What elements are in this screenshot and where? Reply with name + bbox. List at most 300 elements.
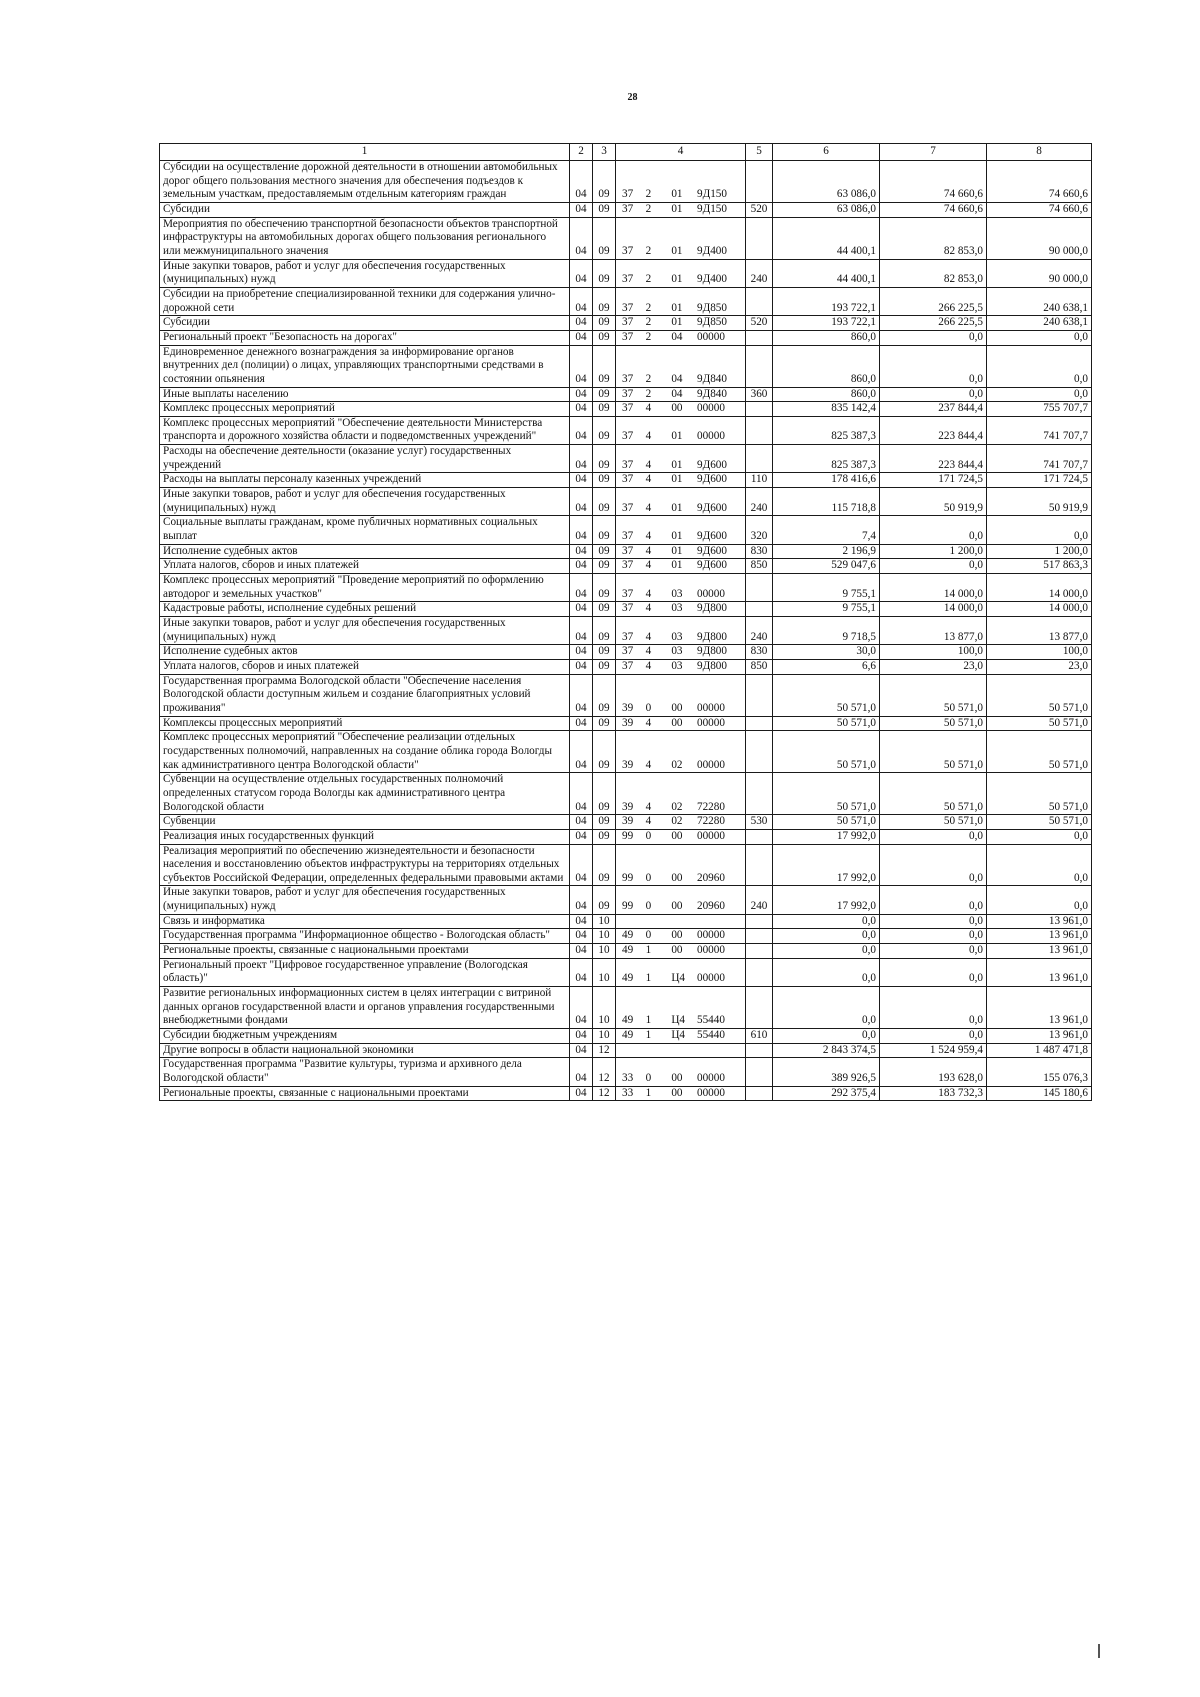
expense-type-code xyxy=(746,1086,773,1101)
element-code: 01 xyxy=(671,202,683,215)
element-code: Ц4 xyxy=(671,972,685,985)
direction-code: 2 xyxy=(645,372,652,385)
program-code: 37 xyxy=(622,244,634,257)
direction-code: 2 xyxy=(645,316,652,329)
target-article-parts xyxy=(616,801,745,815)
amount-col-8: 0,0 xyxy=(987,330,1092,345)
target-article-code xyxy=(616,161,746,203)
section-code: 04 xyxy=(570,287,593,315)
amount-col-8: 13 961,0 xyxy=(987,944,1092,959)
row-name: Субсидии на приобретение специализированной техники для содержания улично-дорожной сети xyxy=(160,287,570,315)
amount-col-7: 223 844,4 xyxy=(880,416,987,444)
direction-code: 4 xyxy=(645,458,652,471)
section-code: 04 xyxy=(570,559,593,574)
amount-col-6: 292 375,4 xyxy=(773,1086,880,1101)
section-code: 04 xyxy=(570,602,593,617)
program-code: 37 xyxy=(622,301,634,314)
target-article-code xyxy=(616,387,746,402)
table-row xyxy=(160,574,1092,602)
expense-direction-code: 9Д850 xyxy=(696,301,727,314)
row-name: Субвенции xyxy=(160,815,570,830)
target-article-parts xyxy=(616,660,745,674)
row-name: Субсидии xyxy=(160,316,570,331)
element-code: 04 xyxy=(671,330,683,343)
target-article-code xyxy=(616,445,746,473)
table-row xyxy=(160,473,1092,488)
expense-type-code xyxy=(746,287,773,315)
amount-col-7: 0,0 xyxy=(880,944,987,959)
section-code: 04 xyxy=(570,815,593,830)
amount-col-8: 1 487 471,8 xyxy=(987,1043,1092,1058)
amount-col-8: 74 660,6 xyxy=(987,202,1092,217)
target-article-parts xyxy=(616,645,745,659)
subsection-code: 10 xyxy=(593,958,616,986)
section-code: 04 xyxy=(570,473,593,488)
direction-code: 0 xyxy=(645,1072,652,1084)
target-article-code xyxy=(616,602,746,617)
row-name: Иные закупки товаров, работ и услуг для обеспечения государственных (муниципальных) нужд xyxy=(160,886,570,914)
target-article-code xyxy=(616,488,746,516)
table-row xyxy=(160,944,1092,959)
expense-type-code xyxy=(746,1043,773,1058)
amount-col-6: 30,0 xyxy=(773,645,880,660)
program-code: 37 xyxy=(622,473,634,486)
amount-col-8: 1 200,0 xyxy=(987,544,1092,559)
subsection-code: 10 xyxy=(593,914,616,929)
expense-type-code: 240 xyxy=(746,617,773,645)
row-name: Комплекс процессных мероприятий "Проведение мероприятий по оформлению автодорог и земельных участков" xyxy=(160,574,570,602)
target-article-parts xyxy=(616,402,745,416)
amount-col-7: 0,0 xyxy=(880,929,987,944)
subsection-code: 09 xyxy=(593,259,616,287)
expense-direction-code: 9Д840 xyxy=(696,387,727,400)
program-code: 33 xyxy=(622,1086,634,1099)
scan-mark xyxy=(1098,1644,1100,1658)
amount-col-8: 50 571,0 xyxy=(987,773,1092,815)
expense-direction-code: 00000 xyxy=(696,430,725,443)
element-code: 01 xyxy=(671,273,683,286)
program-code: 99 xyxy=(622,900,634,913)
header-col-5: 5 xyxy=(746,144,773,161)
expense-direction-code: 9Д600 xyxy=(696,530,727,543)
row-name: Связь и информатика xyxy=(160,914,570,929)
amount-col-6: 50 571,0 xyxy=(773,815,880,830)
amount-col-6: 9 755,1 xyxy=(773,574,880,602)
element-code: 03 xyxy=(671,645,683,658)
expense-direction-code: 9Д150 xyxy=(696,202,727,215)
amount-col-6: 860,0 xyxy=(773,345,880,387)
target-article-parts xyxy=(616,273,745,287)
target-article-code xyxy=(616,773,746,815)
section-code: 04 xyxy=(570,387,593,402)
element-code: 01 xyxy=(671,188,683,201)
table-row xyxy=(160,844,1092,886)
table-row xyxy=(160,559,1092,574)
amount-col-7: 0,0 xyxy=(880,330,987,345)
subsection-code: 09 xyxy=(593,574,616,602)
program-code: 39 xyxy=(622,701,634,714)
program-code: 37 xyxy=(622,645,634,658)
program-code: 37 xyxy=(622,430,634,443)
program-code: 37 xyxy=(622,402,634,415)
amount-col-8: 14 000,0 xyxy=(987,602,1092,617)
element-code: Ц4 xyxy=(671,1029,685,1042)
program-code: 37 xyxy=(622,530,634,543)
expense-type-code xyxy=(746,929,773,944)
element-code: 01 xyxy=(671,501,683,514)
element-code: 00 xyxy=(671,871,683,884)
expense-type-code xyxy=(746,161,773,203)
table-row xyxy=(160,617,1092,645)
row-name: Комплекс процессных мероприятий "Обеспечение реализации отдельных государственных полномочий, направленных на создание облика города Вологды как административного центра Вологодской области" xyxy=(160,731,570,773)
amount-col-7: 0,0 xyxy=(880,1029,987,1044)
section-code: 04 xyxy=(570,1029,593,1044)
target-article-parts xyxy=(616,830,745,844)
amount-col-6: 44 400,1 xyxy=(773,259,880,287)
amount-col-6: 860,0 xyxy=(773,330,880,345)
target-article-parts xyxy=(616,972,745,986)
direction-code: 4 xyxy=(645,602,652,615)
expense-type-code xyxy=(746,345,773,387)
target-article-code xyxy=(616,645,746,660)
amount-col-6: 44 400,1 xyxy=(773,217,880,259)
subsection-code: 09 xyxy=(593,716,616,731)
amount-col-6: 835 142,4 xyxy=(773,402,880,417)
amount-col-8: 23,0 xyxy=(987,659,1092,674)
program-code: 37 xyxy=(622,316,634,329)
amount-col-8: 240 638,1 xyxy=(987,316,1092,331)
row-name: Субвенции на осуществление отдельных государственных полномочий определенных статусом города Вологды как административного центра Вологодской области xyxy=(160,773,570,815)
target-article-code xyxy=(616,345,746,387)
amount-col-8: 74 660,6 xyxy=(987,161,1092,203)
element-code: 03 xyxy=(671,587,683,600)
direction-code: 0 xyxy=(645,871,652,884)
row-name: Социальные выплаты гражданам, кроме публичных нормативных социальных выплат xyxy=(160,516,570,544)
expense-direction-code: 9Д600 xyxy=(696,473,727,486)
table-row xyxy=(160,161,1092,203)
expense-type-code: 320 xyxy=(746,516,773,544)
amount-col-7: 50 571,0 xyxy=(880,773,987,815)
element-code: 02 xyxy=(671,758,683,771)
expense-type-code: 520 xyxy=(746,316,773,331)
amount-col-6: 17 992,0 xyxy=(773,886,880,914)
direction-code: 4 xyxy=(645,530,652,543)
expense-type-code xyxy=(746,914,773,929)
amount-col-8: 13 877,0 xyxy=(987,617,1092,645)
amount-col-6: 2 196,9 xyxy=(773,544,880,559)
amount-col-8: 100,0 xyxy=(987,645,1092,660)
amount-col-7: 74 660,6 xyxy=(880,161,987,203)
amount-col-6: 0,0 xyxy=(773,958,880,986)
expense-type-code xyxy=(746,716,773,731)
amount-col-8: 13 961,0 xyxy=(987,929,1092,944)
row-name: Комплексы процессных мероприятий xyxy=(160,716,570,731)
row-name: Государственная программа Вологодской области "Обеспечение населения Вологодской области доступным жильем и создание благоприятных условий проживания" xyxy=(160,674,570,716)
expense-direction-code: 72280 xyxy=(696,800,725,813)
section-code: 04 xyxy=(570,544,593,559)
table-row xyxy=(160,659,1092,674)
amount-col-6: 63 086,0 xyxy=(773,202,880,217)
expense-direction-code: 55440 xyxy=(696,1014,725,1027)
element-code: 02 xyxy=(671,800,683,813)
amount-col-7: 82 853,0 xyxy=(880,217,987,259)
header-col-2: 2 xyxy=(570,144,593,161)
program-code: 39 xyxy=(622,716,634,729)
section-code: 04 xyxy=(570,929,593,944)
table-row xyxy=(160,416,1092,444)
subsection-code: 09 xyxy=(593,345,616,387)
target-article-parts xyxy=(616,702,745,716)
direction-code: 2 xyxy=(645,202,652,215)
expense-direction-code: 9Д800 xyxy=(696,659,727,672)
table-row xyxy=(160,773,1092,815)
amount-col-7: 0,0 xyxy=(880,829,987,844)
element-code: 01 xyxy=(671,244,683,257)
target-article-code xyxy=(616,987,746,1029)
target-article-code xyxy=(616,886,746,914)
amount-col-8: 0,0 xyxy=(987,844,1092,886)
section-code: 04 xyxy=(570,914,593,929)
target-article-code xyxy=(616,1029,746,1044)
target-article-code xyxy=(616,287,746,315)
expense-type-code xyxy=(746,674,773,716)
section-code: 04 xyxy=(570,944,593,959)
section-code: 04 xyxy=(570,645,593,660)
expense-type-code: 240 xyxy=(746,488,773,516)
section-code: 04 xyxy=(570,716,593,731)
target-article-parts xyxy=(616,1029,745,1043)
program-code: 39 xyxy=(622,815,634,828)
amount-col-7: 13 877,0 xyxy=(880,617,987,645)
target-article-parts xyxy=(616,944,745,958)
amount-col-7: 1 200,0 xyxy=(880,544,987,559)
direction-code: 2 xyxy=(645,301,652,314)
expense-direction-code: 00000 xyxy=(696,402,725,415)
target-article-parts xyxy=(616,1087,745,1101)
subsection-code: 09 xyxy=(593,829,616,844)
element-code: Ц4 xyxy=(671,1014,685,1027)
amount-col-6: 0,0 xyxy=(773,914,880,929)
row-name: Мероприятия по обеспечению транспортной безопасности объектов транспортной инфраструктуры на автомобильных дорогах общего пользования регионального или межмуниципального значения xyxy=(160,217,570,259)
row-name: Комплекс процессных мероприятий xyxy=(160,402,570,417)
expense-type-code xyxy=(746,574,773,602)
target-article-parts xyxy=(616,473,745,487)
target-article-parts xyxy=(616,815,745,829)
expense-type-code: 360 xyxy=(746,387,773,402)
row-name: Субсидии бюджетным учреждениям xyxy=(160,1029,570,1044)
table-row xyxy=(160,929,1092,944)
target-article-parts xyxy=(616,245,745,259)
amount-col-6: 0,0 xyxy=(773,987,880,1029)
direction-code: 2 xyxy=(645,188,652,201)
expense-direction-code: 9Д400 xyxy=(696,244,727,257)
target-article-parts xyxy=(616,203,745,217)
row-name: Исполнение судебных актов xyxy=(160,645,570,660)
table-row xyxy=(160,987,1092,1029)
subsection-code: 09 xyxy=(593,773,616,815)
amount-col-6: 193 722,1 xyxy=(773,287,880,315)
row-name: Иные закупки товаров, работ и услуг для обеспечения государственных (муниципальных) нужд xyxy=(160,488,570,516)
expense-type-code xyxy=(746,829,773,844)
row-name: Субсидии на осуществление дорожной деятельности в отношении автомобильных дорог общего пользования местного значения для обеспечения подъездов к земельным участкам, предоставляемым отдельным категориям граждан xyxy=(160,161,570,203)
amount-col-7: 100,0 xyxy=(880,645,987,660)
table-row xyxy=(160,958,1092,986)
expense-type-code xyxy=(746,731,773,773)
element-code: 04 xyxy=(671,372,683,385)
expense-direction-code: 9Д800 xyxy=(696,645,727,658)
section-code: 04 xyxy=(570,217,593,259)
subsection-code: 09 xyxy=(593,287,616,315)
section-code: 04 xyxy=(570,844,593,886)
expense-type-code: 830 xyxy=(746,645,773,660)
program-code: 37 xyxy=(622,330,634,343)
target-article-parts xyxy=(616,559,745,573)
subsection-code: 09 xyxy=(593,416,616,444)
table-row xyxy=(160,259,1092,287)
program-code: 49 xyxy=(622,972,634,985)
target-article-code xyxy=(616,815,746,830)
amount-col-7: 82 853,0 xyxy=(880,259,987,287)
direction-code: 0 xyxy=(645,900,652,913)
direction-code: 4 xyxy=(645,559,652,572)
target-article-code xyxy=(616,574,746,602)
amount-col-6: 860,0 xyxy=(773,387,880,402)
page-number: 28 xyxy=(627,92,638,103)
amount-col-8: 50 571,0 xyxy=(987,815,1092,830)
direction-code: 4 xyxy=(645,473,652,486)
amount-col-7: 223 844,4 xyxy=(880,445,987,473)
element-code: 03 xyxy=(671,602,683,615)
element-code: 00 xyxy=(671,402,683,415)
program-code: 99 xyxy=(622,829,634,842)
subsection-code: 09 xyxy=(593,316,616,331)
expense-type-code xyxy=(746,773,773,815)
expense-direction-code: 00000 xyxy=(696,972,725,985)
subsection-code: 12 xyxy=(593,1043,616,1058)
row-name: Комплекс процессных мероприятий "Обеспечение деятельности Министерства транспорта и дорожного хозяйства области и подведомственных учреждений" xyxy=(160,416,570,444)
target-article-code xyxy=(616,544,746,559)
table-row xyxy=(160,402,1092,417)
row-name: Расходы на выплаты персоналу казенных учреждений xyxy=(160,473,570,488)
amount-col-8: 90 000,0 xyxy=(987,217,1092,259)
amount-col-8: 50 919,9 xyxy=(987,488,1092,516)
expense-type-code: 520 xyxy=(746,202,773,217)
table-row xyxy=(160,330,1092,345)
expense-direction-code: 00000 xyxy=(696,330,725,343)
subsection-code: 09 xyxy=(593,844,616,886)
section-code: 04 xyxy=(570,574,593,602)
amount-col-8: 155 076,3 xyxy=(987,1058,1092,1086)
expense-direction-code: 00000 xyxy=(696,1072,725,1084)
expense-type-code xyxy=(746,944,773,959)
target-article-parts xyxy=(616,900,745,914)
expense-type-code: 110 xyxy=(746,473,773,488)
amount-col-7: 171 724,5 xyxy=(880,473,987,488)
program-code: 37 xyxy=(622,630,634,643)
target-article-code xyxy=(616,330,746,345)
amount-col-8: 0,0 xyxy=(987,886,1092,914)
element-code: 01 xyxy=(671,458,683,471)
amount-col-6: 0,0 xyxy=(773,944,880,959)
amount-col-7: 266 225,5 xyxy=(880,287,987,315)
element-code: 00 xyxy=(671,900,683,913)
target-article-code xyxy=(616,1058,746,1086)
header-row xyxy=(160,144,1092,161)
element-code: 04 xyxy=(671,387,683,400)
section-code: 04 xyxy=(570,416,593,444)
row-name: Региональные проекты, связанные с национальными проектами xyxy=(160,1086,570,1101)
expense-type-code xyxy=(746,844,773,886)
program-code: 39 xyxy=(622,758,634,771)
amount-col-8: 13 961,0 xyxy=(987,958,1092,986)
amount-col-6: 9 755,1 xyxy=(773,602,880,617)
expense-type-code xyxy=(746,602,773,617)
row-name: Кадастровые работы, исполнение судебных решений xyxy=(160,602,570,617)
row-name: Государственная программа "Информационное общество - Вологодская область" xyxy=(160,929,570,944)
element-code: 01 xyxy=(671,530,683,543)
amount-col-8: 741 707,7 xyxy=(987,416,1092,444)
subsection-code: 09 xyxy=(593,674,616,716)
section-code: 04 xyxy=(570,161,593,203)
amount-col-8: 0,0 xyxy=(987,829,1092,844)
element-code: 00 xyxy=(671,701,683,714)
expense-direction-code: 9Д840 xyxy=(696,372,727,385)
expense-direction-code: 72280 xyxy=(696,815,725,828)
table-row xyxy=(160,316,1092,331)
expense-direction-code: 00000 xyxy=(696,587,725,600)
amount-col-8: 13 961,0 xyxy=(987,1029,1092,1044)
expense-type-code: 850 xyxy=(746,659,773,674)
direction-code: 2 xyxy=(645,330,652,343)
expense-direction-code: 9Д600 xyxy=(696,501,727,514)
direction-code: 4 xyxy=(645,430,652,443)
target-article-code xyxy=(616,416,746,444)
target-article-parts xyxy=(616,502,745,516)
table-row xyxy=(160,287,1092,315)
amount-col-7: 0,0 xyxy=(880,559,987,574)
target-article-parts xyxy=(616,759,745,773)
amount-col-6: 529 047,6 xyxy=(773,559,880,574)
direction-code: 0 xyxy=(645,929,652,942)
target-article-code xyxy=(616,659,746,674)
element-code: 00 xyxy=(671,829,683,842)
direction-code: 4 xyxy=(645,659,652,672)
subsection-code: 09 xyxy=(593,617,616,645)
direction-code: 4 xyxy=(645,645,652,658)
subsection-code: 09 xyxy=(593,544,616,559)
target-article-parts xyxy=(616,302,745,316)
expense-type-code: 830 xyxy=(746,544,773,559)
amount-col-7: 237 844,4 xyxy=(880,402,987,417)
section-code: 04 xyxy=(570,731,593,773)
expense-type-code: 240 xyxy=(746,886,773,914)
section-code: 04 xyxy=(570,1043,593,1058)
direction-code: 4 xyxy=(645,630,652,643)
expense-direction-code: 00000 xyxy=(696,758,725,771)
target-article-code xyxy=(616,914,746,929)
expense-type-code: 240 xyxy=(746,259,773,287)
table-row xyxy=(160,1043,1092,1058)
target-article-code xyxy=(616,929,746,944)
element-code: 01 xyxy=(671,316,683,329)
amount-col-8: 741 707,7 xyxy=(987,445,1092,473)
amount-col-6: 50 571,0 xyxy=(773,731,880,773)
expense-direction-code: 00000 xyxy=(696,701,725,714)
subsection-code: 09 xyxy=(593,473,616,488)
expense-type-code xyxy=(746,330,773,345)
target-article-code xyxy=(616,316,746,331)
header-col-1: 1 xyxy=(160,144,570,161)
